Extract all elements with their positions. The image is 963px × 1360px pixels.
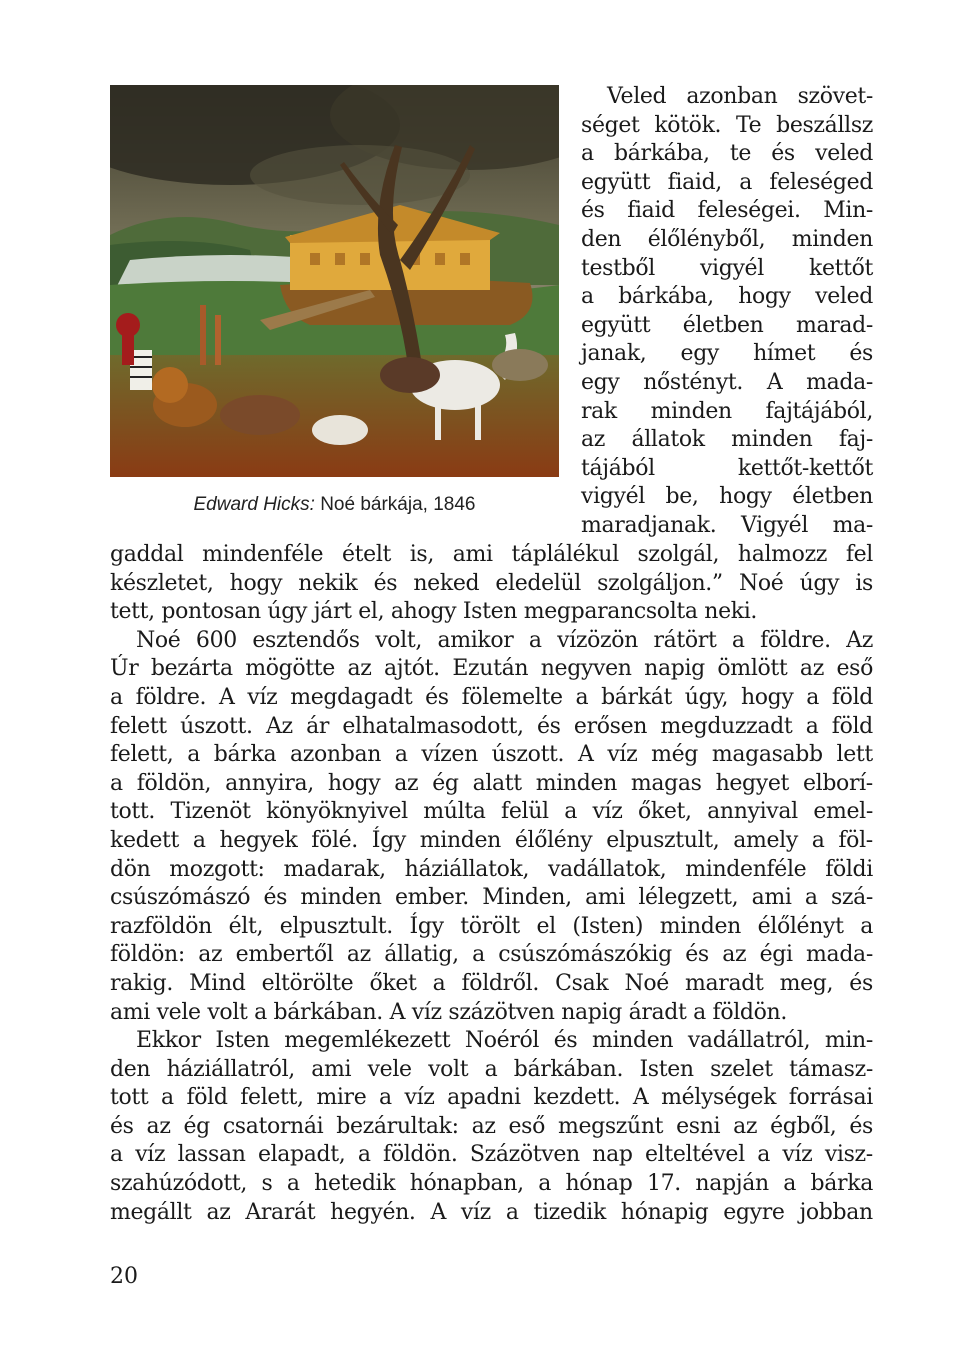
text-line: földön: az embertől az állatig, a csúszómászókig és az égi mada-: [110, 942, 873, 968]
text-line: den élőlényből, minden: [581, 226, 873, 252]
text-line: csúszómászó és minden ember. Minden, ami lélegzett, ami a szá-: [110, 885, 873, 911]
text-line: az állatok minden faj-: [581, 427, 873, 453]
text-line: a bárkába, te és veled: [581, 141, 873, 167]
text-line: testből vigyél kettőt: [581, 255, 873, 281]
text-line: Úr bezárta mögötte az ajtót. Ezután negyven napig ömlött az eső: [110, 656, 873, 682]
side-text-column: [581, 83, 873, 541]
main-text-column: [110, 541, 873, 1227]
text-line: tott. Tizenöt könyöknyivel múlta felül a víz őket, annyival emel-: [110, 799, 873, 825]
text-line: együtt fiaid, a feleséged: [581, 169, 873, 195]
page-number: 20: [110, 1264, 138, 1289]
text-line: kedett a hegyek fölé. Így minden élőlény elpusztult, amely a föl-: [110, 827, 873, 853]
caption-author: Edward Hicks:: [193, 494, 315, 515]
text-line: Ekkor Isten megemlékezett Noéról és minden vadállatról, min-: [136, 1028, 873, 1054]
text-line: felett, a bárka azonban a vízen úszott. A víz még magasabb lett: [110, 742, 873, 768]
text-line: egy nőstényt. A mada-: [581, 369, 873, 395]
text-line: gaddal mindenféle ételt is, ami táplálékul szolgál, halmozz fel: [110, 542, 873, 567]
text-line: készletet, hogy nekik és neked eledelül szolgáljon.” Noé úgy is: [110, 570, 873, 596]
text-line: dön mozgott: madarak, háziállatok, vadállatok, mindenféle földi: [110, 856, 873, 882]
text-line: den háziállatról, ami vele volt a bárkában. Isten szelet támasz-: [110, 1056, 873, 1082]
text-line: rak minden fajtájából,: [581, 398, 873, 424]
text-line: vigyél be, hogy életben: [581, 484, 873, 510]
text-line: megállt az Ararát hegyén. A víz a tizedik hónapig egyre jobban: [110, 1199, 873, 1225]
text-line: Noé 600 esztendős volt, amikor a vízözön rátört a földre. Az: [136, 627, 873, 653]
text-line: és az ég csatornái bezárultak: az eső megszűnt esni az égből, és: [110, 1113, 873, 1139]
text-line: janak, egy hímet és: [581, 341, 873, 367]
text-line: a földre. A víz megdagadt és fölemelte a bárkát úgy, hogy a föld: [110, 684, 873, 710]
text-line: tett, pontosan úgy járt el, ahogy Isten megparancsolta neki.: [110, 599, 758, 625]
text-line: és fiaid feleségei. Min-: [581, 198, 873, 224]
text-line: maradjanak. Vigyél ma-: [581, 512, 873, 538]
figure-caption: [110, 494, 559, 516]
text-line: rakig. Mind eltörölte őket a földről. Csak Noé maradt meg, és: [110, 970, 873, 996]
text-line: razföldön élt, elpusztult. Így törölt el (Isten) minden élőlényt a: [110, 913, 873, 939]
text-line: Veled azonban szövet-: [607, 84, 873, 109]
text-line: a földön, annyira, hogy az ég alatt minden magas hegyet elborí-: [110, 770, 873, 796]
text-line: séget kötök. Te beszállsz: [581, 112, 873, 138]
text-line: tájából kettőt-kettőt: [581, 455, 873, 481]
text-line: a víz lassan elapadt, a földön. Százötven nap elteltével a víz visz-: [110, 1142, 873, 1168]
painting-illustration: [110, 85, 559, 477]
text-line: ami vele volt a bárkában. A víz százötven napig áradt a földön.: [110, 999, 788, 1025]
text-line: együtt életben marad-: [581, 312, 873, 338]
text-line: a bárkába, hogy veled: [581, 284, 873, 310]
caption-title: Noé bárkája, 1846: [320, 494, 476, 515]
text-line: felett úszott. Az ár elhatalmasodott, és erősen megduzzadt a föld: [110, 713, 873, 739]
noahs-ark-painting: [110, 85, 559, 477]
text-line: szahúzódott, s a hetedik hónapban, a hónap 17. napján a bárka: [110, 1171, 873, 1197]
text-line: tott a föld felett, mire a víz apadni kezdett. A mélységek forrásai: [110, 1085, 873, 1111]
